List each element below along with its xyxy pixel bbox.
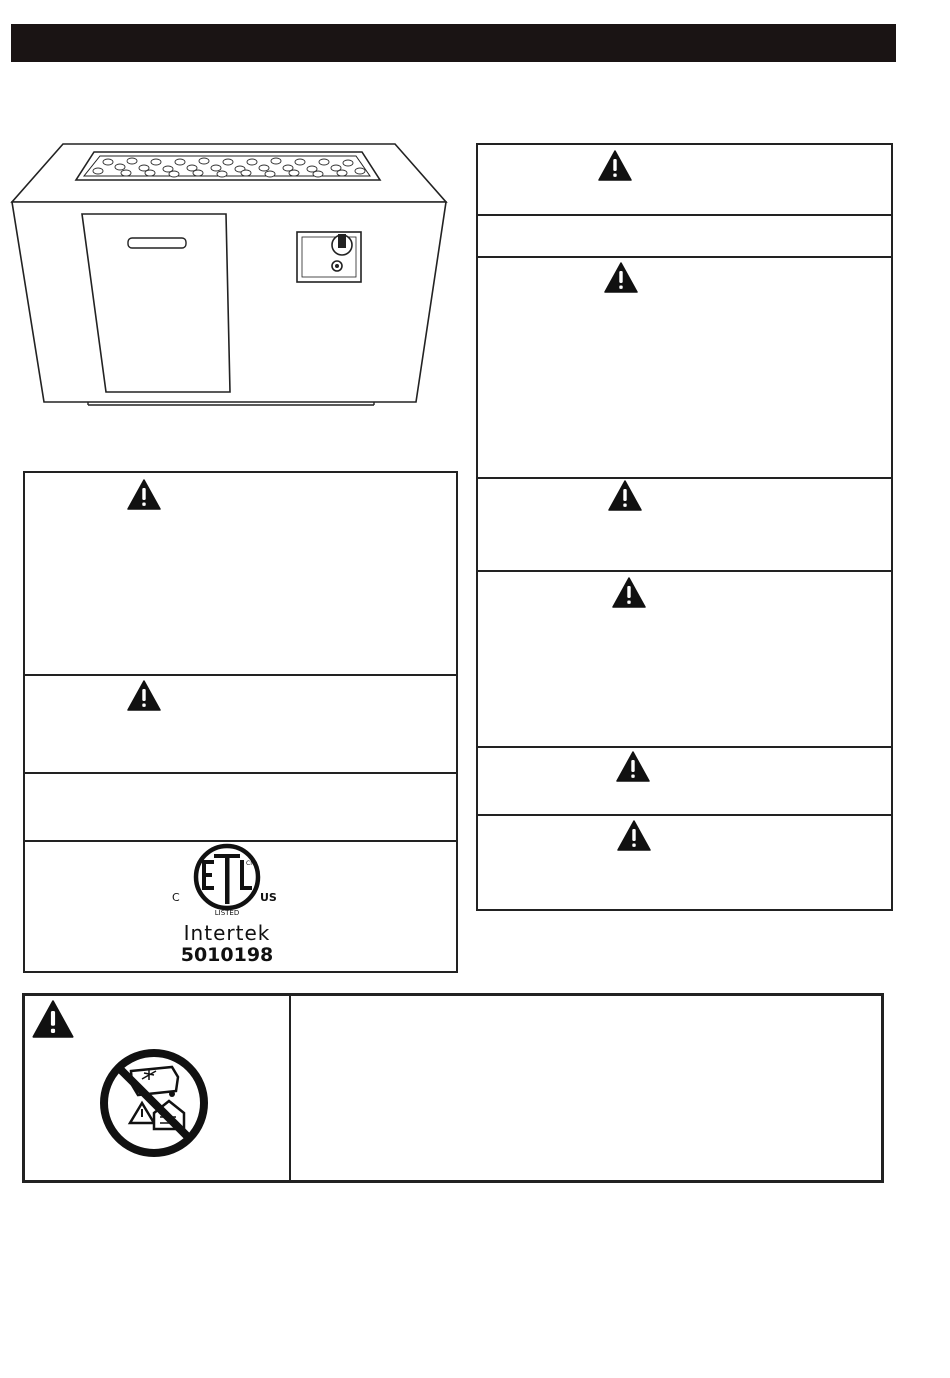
warning-triangle-icon xyxy=(612,577,646,608)
right-divider-1 xyxy=(476,214,893,216)
left-divider-1 xyxy=(23,674,458,676)
cert-right-letters: US xyxy=(260,891,277,904)
certification-mark xyxy=(152,842,302,970)
cert-number: 5010198 xyxy=(180,944,274,966)
right-divider-5 xyxy=(476,746,893,748)
warning-triangle-icon xyxy=(598,150,632,181)
right-divider-3 xyxy=(476,477,893,479)
cert-small-top: CM xyxy=(246,860,256,867)
bottom-divider xyxy=(289,994,291,1182)
cert-listed: LISTED xyxy=(214,909,240,917)
right-warning-panel xyxy=(476,143,893,911)
warning-triangle-icon xyxy=(608,480,642,511)
warning-triangle-icon xyxy=(32,1000,74,1038)
warning-triangle-icon xyxy=(127,680,161,711)
right-divider-4 xyxy=(476,570,893,572)
fire-table-illustration xyxy=(8,140,452,410)
warning-triangle-icon xyxy=(617,820,651,851)
warning-triangle-icon xyxy=(127,479,161,510)
warning-triangle-icon xyxy=(604,262,638,293)
header-bar xyxy=(11,24,896,62)
etl-listed-mark xyxy=(172,842,282,922)
cert-name: Intertek xyxy=(183,921,271,945)
right-divider-6 xyxy=(476,814,893,816)
no-indoor-use-icon xyxy=(98,1047,210,1159)
cert-left-letter: C xyxy=(172,891,180,904)
right-divider-2 xyxy=(476,256,893,258)
left-divider-2 xyxy=(23,772,458,774)
warning-triangle-icon xyxy=(616,751,650,782)
